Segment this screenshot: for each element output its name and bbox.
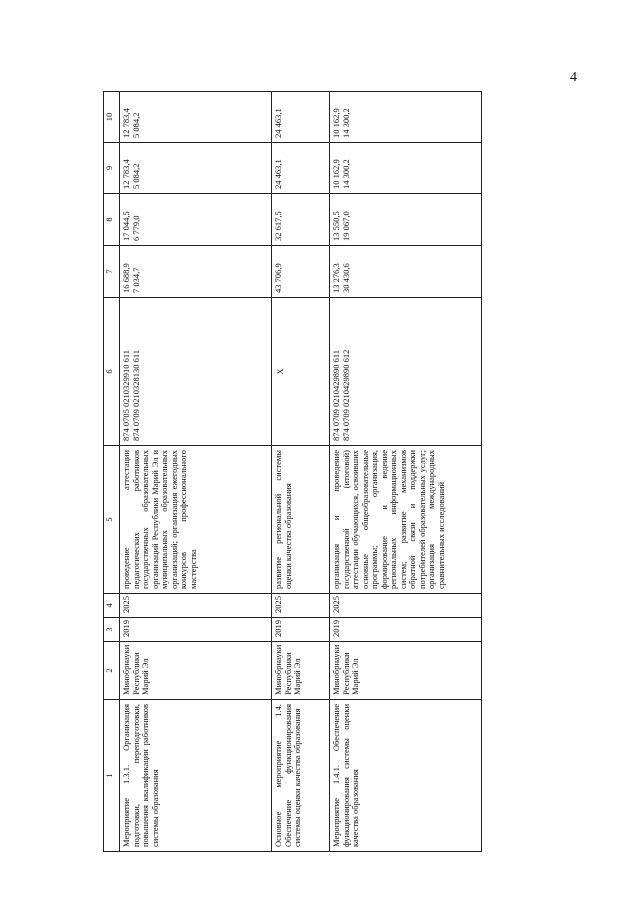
rotated-table-container: [103, 92, 638, 852]
header-col-3: 3: [104, 618, 120, 642]
amount-value: 24 463,1: [273, 159, 283, 189]
table-row: [330, 92, 482, 852]
amount-value: 30 430,6: [340, 263, 351, 293]
header-col-4: 4: [104, 594, 120, 618]
amount-value: 7 034,7: [130, 267, 141, 293]
amount-value: 13 550,5: [331, 211, 341, 241]
start-year: 2019: [120, 618, 272, 642]
responsible-executor: Минобрнауки Республики Марий Эл: [120, 642, 272, 700]
header-col-1: 1: [104, 700, 120, 852]
amount-col-7: [272, 246, 330, 298]
amount-col-7: [120, 246, 272, 298]
amount-col-9: [120, 143, 272, 194]
amount-col-8: [120, 194, 272, 246]
header-col-10: 10: [104, 92, 120, 143]
budget-code-line: 874 0705 0210329910 611: [121, 349, 131, 441]
budget-code: [272, 298, 330, 446]
amount-value: 19 067,0: [340, 211, 351, 241]
amount-value: 14 300,2: [340, 159, 351, 189]
amount-value: 43 706,9: [273, 263, 283, 293]
amount-value: 5 084,2: [130, 112, 141, 138]
table-row: [272, 92, 330, 852]
amount-value: 24 463,1: [273, 108, 283, 138]
header-col-2: 2: [104, 642, 120, 700]
amount-value: 16 688,9: [121, 263, 131, 293]
budget-code-line: 874 0709 0210429890 612: [340, 349, 351, 441]
responsible-executor: Минобрнауки Республики Марий Эл: [330, 642, 482, 700]
amount-value: 17 044,5: [121, 211, 131, 241]
amount-value: 10 162,9: [331, 159, 341, 189]
amount-col-10: [272, 92, 330, 143]
program-measures-table: [103, 91, 482, 852]
header-col-5: 5: [104, 446, 120, 594]
amount-value: 10 162,9: [331, 108, 341, 138]
amount-value: 6 779,0: [130, 215, 141, 241]
responsible-executor: Минобрнауки Республики Марий Эл: [272, 642, 330, 700]
amount-col-9: [330, 143, 482, 194]
end-year: 2025: [120, 594, 272, 618]
expected-result: развитие региональной системы оценки качества образования: [272, 446, 330, 594]
amount-value: 13 276,3: [331, 263, 341, 293]
amount-value: 12 783,4: [121, 108, 131, 138]
measure-name: Мероприятие 1.4.1. Обеспечение функционирования системы оценки качества образования: [330, 700, 482, 852]
budget-code-line: 874 0709 0210429890 611: [331, 349, 341, 441]
start-year: 2019: [330, 618, 482, 642]
header-col-8: 8: [104, 194, 120, 246]
budget-code-line: 874 0709 0210328130 611: [130, 349, 141, 441]
amount-col-7: [330, 246, 482, 298]
budget-code: [330, 298, 482, 446]
measure-name: Мероприятие 1.3.1. Организация подготовки, переподготовки, повышения квалификации работников системы образования: [120, 700, 272, 852]
amount-col-10: [120, 92, 272, 143]
expected-result: организация и проведение государственной (итоговой) аттестации обучающихся, освоивших основные общеобразовательные программы; организация, формирование и ведение региональных информационных систем; развитие механизмов обратной связи и поддержки потребителей образовательных услуг; организация международных сравнительных исследований: [330, 446, 482, 594]
expected-result: проведение аттестации педагогических работников государственных образовательных организаций Республики Марий Эл и муниципальных образовательных организаций; организация ежегодных конкурсов профессионального мастерства: [120, 446, 272, 594]
amount-col-10: [330, 92, 482, 143]
end-year: 2025: [330, 594, 482, 618]
start-year: 2019: [272, 618, 330, 642]
amount-col-8: [272, 194, 330, 246]
amount-value: 14 300,2: [340, 108, 351, 138]
amount-col-8: [330, 194, 482, 246]
end-year: 2025: [272, 594, 330, 618]
amount-col-9: [272, 143, 330, 194]
budget-code: [120, 298, 272, 446]
amount-value: 5 084,2: [130, 163, 141, 189]
page-number: 4: [570, 70, 577, 85]
table-row: [120, 92, 272, 852]
not-applicable-mark: X: [275, 368, 285, 375]
amount-value: 32 617,5: [273, 211, 283, 241]
header-col-7: 7: [104, 246, 120, 298]
header-row: [104, 92, 120, 852]
header-col-6: 6: [104, 298, 120, 446]
header-col-9: 9: [104, 143, 120, 194]
measure-name: Основное мероприятие 1.4. Обеспечение функционирования системы оценки качества образования: [272, 700, 330, 852]
amount-value: 12 783,4: [121, 159, 131, 189]
